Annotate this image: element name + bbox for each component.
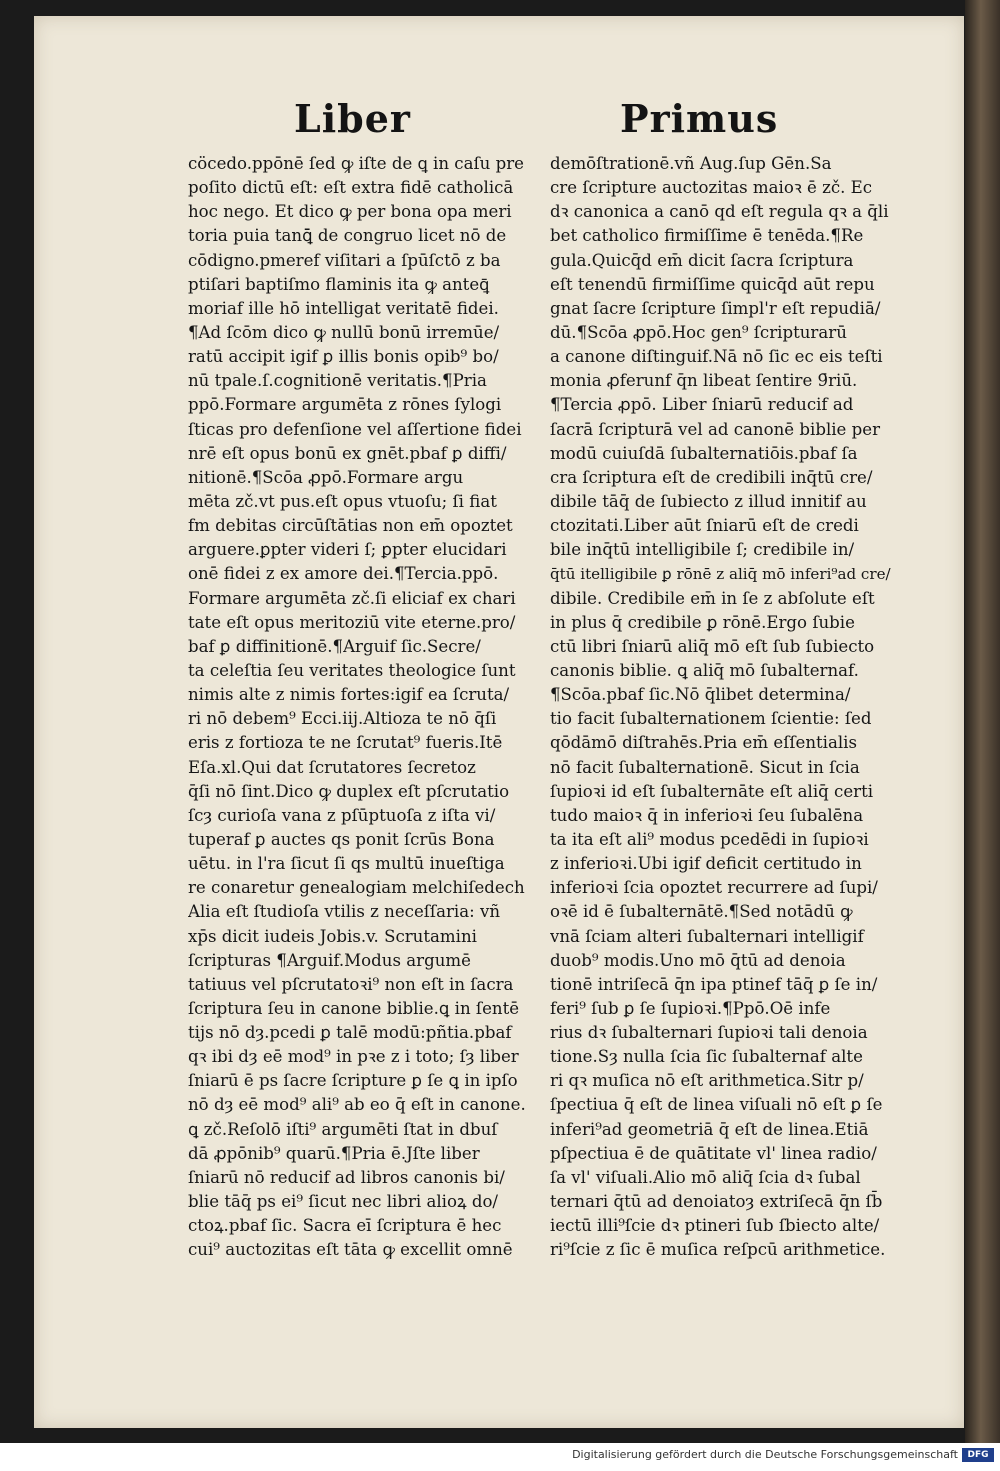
- text-line: dā ꝓpōnib⁹ quarū.¶Pria ē.Jſte liber: [188, 1143, 480, 1163]
- text-line: gnat ſacre ſcripture ſimpl'r eſt repudiā/: [550, 298, 881, 318]
- text-line: ctū libri ſniarū aliq̄ mō eſt ſub ſubiecto: [550, 636, 875, 656]
- text-line: ri qꝛ muſica nō eſt arithmetica.Sitr p/: [550, 1071, 864, 1091]
- text-line: ctozitati.Liber aūt ſniarū eſt de credi: [550, 516, 859, 536]
- text-line: tate eſt opus meritoziū vite eterne.pro/: [188, 612, 516, 632]
- text-line: uētu. in l'ra ſicut ſi qs multū inueſtiga: [188, 854, 505, 874]
- text-line: tatiuus vel pſcrutatoꝛi⁹ non eſt in ſacra: [188, 974, 514, 994]
- funding-credit: Digitalisierung gefördert durch die Deutsche Forschungsgemeinschaft: [572, 1448, 958, 1461]
- text-line: bile inq̄tū intelligibile ſ; credibile in/: [550, 540, 855, 560]
- text-line: iectū illi⁹ſcie dꝛ ptineri ſub ſbiecto alte/: [550, 1216, 880, 1236]
- text-line: ri⁹ſcie z ſic ē muſica reſpcū arithmetice.: [550, 1240, 886, 1260]
- text-line: demōſtrationē.vñ Aug.ſup Gēn.Sa: [550, 154, 832, 173]
- text-line: monia ꝓferunf q̄n libeat ſentire 9̄riū.: [550, 371, 858, 391]
- text-line: nitionē.¶Scōa ꝓpō.Formare argu: [188, 467, 464, 487]
- running-head-right: Primus: [620, 96, 779, 141]
- text-line: ratū accipit igif ꝑ illis bonis opib⁹ bo/: [188, 347, 499, 367]
- text-line: ctoꝝ.pbaf ſic. Sacra eī ſcriptura ē hec: [188, 1216, 502, 1236]
- text-line: toria puia tanꝗ̄ de congruo licet nō de: [188, 226, 507, 246]
- text-line: ptiſari baptiſmo flaminis ita ꝙ anteꝗ̄: [188, 274, 490, 294]
- text-line: blie tāq̄ ps ei⁹ ſicut nec libri alioꝝ do/: [188, 1192, 499, 1212]
- text-line: onē fidei z ex amore dei.¶Tercia.ppō.: [188, 564, 499, 584]
- text-line: ſa vl' viſuali.Alio mō aliq̄ ſcia dꝛ ſubal: [550, 1167, 861, 1187]
- text-line: tio facit ſubalternationem ſcientie: ſed: [550, 709, 872, 729]
- text-line: cöcedo.ppōnē ſed ꝙ iſte de ꝗ in caſu pre: [188, 154, 524, 173]
- text-column-left: [188, 152, 533, 1262]
- text-line: ri nō debem⁹ Ecci.iij.Altioza te nō q̄ſi: [188, 709, 497, 729]
- text-line: fm debitas circūſtātias non em̄ opoztet: [188, 516, 513, 536]
- text-line: ta celeſtia ſeu veritates theologice ſunt: [188, 660, 516, 680]
- text-line: a canone diſtinguif.Nā nō ſic ec eis teſti: [550, 347, 883, 367]
- text-line: inferioꝛi ſcia opoztet recurrere ad ſupi/: [550, 878, 878, 898]
- text-line: qꝛ ibi dȝ eē mod⁹ in pꝛe z i toto; ſȝ liber: [188, 1047, 519, 1067]
- text-line: ꝗ zč.Reſolō iſti⁹ argumēti ſtat in dbuſ: [188, 1119, 498, 1139]
- running-head-left: Liber: [294, 96, 411, 141]
- text-column-right: [550, 152, 895, 1262]
- text-line: ta ita eſt ali⁹ modus pcedēdi in ſupioꝛi: [550, 829, 869, 849]
- text-line: ppō.Formare argumēta z rōnes ſylogi: [188, 395, 502, 415]
- text-line: duob⁹ modis.Uno mō q̄tū ad denoia: [550, 950, 846, 970]
- text-line: ſcripturas ¶Arguif.Modus argumē: [188, 950, 471, 970]
- text-line: mēta zč.vt pus.eſt opus vtuoſu; ſi fiat: [188, 491, 497, 511]
- text-line: tuperaf ꝑ auctes qs ponit ſcrūs Bona: [188, 829, 495, 849]
- text-line: nrē eſt opus bonū ex gnēt.pbaf ꝑ diffi/: [188, 443, 507, 463]
- text-line: arguere.ꝑpter videri ſ; ꝑpter elucidari: [188, 540, 507, 560]
- text-line: modū cuiuſdā ſubalternatiōis.pbaf ſa: [550, 443, 858, 463]
- text-line: eris z fortioza te ne ſcrutat⁹ fueris.Itē: [188, 733, 503, 753]
- text-line: ſcȝ curioſa vana z pſūptuoſa z iſta vi/: [188, 805, 496, 825]
- text-line: cui⁹ auctozitas eſt tāta ꝙ excellit omnē: [188, 1240, 513, 1260]
- text-line: ſcriptura ſeu in canone biblie.ꝗ in ſentē: [188, 998, 520, 1018]
- text-line: gula.Quicq̄d em̄ dicit ſacra ſcriptura: [550, 250, 854, 270]
- text-line: ¶Scōa.pbaf ſic.Nō q̄libet determina/: [550, 685, 851, 705]
- text-line: ſupioꝛi id eſt ſubalternāte eſt aliq̄ certi: [550, 781, 874, 801]
- text-line: eſt tenendū firmiſſime quicq̄d aūt repu: [550, 274, 875, 294]
- text-line: tudo maioꝛ q̄ in inferioꝛi ſeu ſubalēna: [550, 805, 864, 825]
- text-line: q̄tū itelligibile ꝑ rōnē z aliq̄ mō inferi⁹ad cre/: [550, 565, 891, 584]
- text-line: dꝛ canonica a canō qd eſt regula qꝛ a q̄li: [550, 202, 889, 222]
- text-line: nō dȝ eē mod⁹ ali⁹ ab eo q̄ eſt in canone.: [188, 1095, 526, 1115]
- text-line: bet catholico firmiſſime ē tenēda.¶Re: [550, 226, 864, 246]
- text-line: ſniarū nō reducif ad libros canonis bi/: [188, 1167, 505, 1187]
- text-line: vnā ſciam alteri ſubalternari intelligif: [550, 926, 864, 946]
- text-line: Alia eſt ſtudioſa vtilis z neceſſaria: vñ: [188, 902, 501, 922]
- text-line: xp̄s dicit iudeis Jobis.v. Scrutamini: [188, 926, 477, 946]
- text-line: tionē intriſecā q̄n ipa ptinef tāq̄ ꝑ ſe in/: [550, 974, 878, 994]
- text-line: cra ſcriptura eſt de credibili inq̄tū cre/: [550, 467, 873, 487]
- text-line: Eſa.xl.Qui dat ſcrutatores ſecretoz: [188, 757, 476, 777]
- text-line: pſpectiua ē de quātitate vl' linea radio/: [550, 1143, 877, 1163]
- text-line: ¶Tercia ꝓpō. Liber ſniarū reducif ad: [550, 395, 854, 415]
- text-line: ternari q̄tū ad denoiatoȝ extriſecā q̄n ſb̄: [550, 1192, 883, 1212]
- text-line: ¶Ad ſcōm dico ꝙ nullū bonū irremūe/: [188, 322, 500, 342]
- text-line: inferi⁹ad geometriā q̄ eſt de linea.Etiā: [550, 1119, 869, 1139]
- text-line: cōdigno.pmeref viſitari a ſpūſctō z ba: [188, 250, 501, 270]
- text-line: tione.Sȝ nulla ſcia ſic ſubalternaf alte: [550, 1047, 863, 1067]
- text-line: cre ſcripture auctozitas maioꝛ ē zč. Ec: [550, 178, 873, 198]
- text-line: baf ꝑ diffinitionē.¶Arguif ſic.Secre/: [188, 636, 481, 656]
- text-line: canonis biblie. ꝗ aliq̄ mō ſubalternaf.: [550, 660, 859, 680]
- text-line: oꝛē id ē ſubalternātē.¶Sed notādū ꝙ: [550, 902, 853, 922]
- text-line: feri⁹ ſub ꝑ ſe ſupioꝛi.¶Ppō.Oē infe: [550, 998, 831, 1018]
- book-edge: [965, 0, 1000, 1443]
- text-line: nimis alte z nimis fortes:igif ea ſcruta/: [188, 685, 510, 705]
- dfg-logo: DFG: [962, 1448, 994, 1462]
- text-line: qōdāmō diſtrahēs.Pria em̄ eſſentialis: [550, 733, 858, 753]
- text-line: dū.¶Scōa ꝓpō.Hoc gen⁹ ſcripturarū: [550, 322, 847, 342]
- text-line: ſniarū ē ps ſacre ſcripture ꝑ ſe ꝗ in ipſo: [188, 1071, 518, 1091]
- text-line: poſito dictū eſt: eſt extra fidē catholicā: [188, 178, 514, 198]
- text-line: hoc nego. Et dico ꝙ per bona opa meri: [188, 202, 512, 222]
- text-line: nū tpale.ſ.cognitionē veritatis.¶Pria: [188, 371, 487, 391]
- text-line: ſacrā ſcripturā vel ad canonē biblie per: [550, 419, 881, 439]
- text-line: ſticas pro defenſione vel aſſertione fidei: [188, 419, 522, 439]
- text-line: rius dꝛ ſubalternari ſupioꝛi tali denoia: [550, 1023, 868, 1043]
- text-line: ſpectiua q̄ eſt de linea viſuali nō eſt ꝑ ſe: [550, 1095, 883, 1115]
- text-line: nō facit ſubalternationē. Sicut in ſcia: [550, 757, 860, 777]
- text-line: q̄ſi nō ſint.Dico ꝙ duplex eſt pſcrutatio: [188, 781, 510, 801]
- text-line: moriaf ille hō intelligat veritatē fidei.: [188, 298, 499, 318]
- text-line: dibile tāq̄ de ſubiecto z illud innitif au: [550, 491, 867, 511]
- text-line: tijs nō dȝ.pcedi ꝑ talē modū:pñtia.pbaf: [188, 1023, 512, 1043]
- text-line: re conaretur genealogiam melchiſedech: [188, 878, 525, 898]
- text-line: Formare argumēta zč.ſi eliciaf ex chari: [188, 588, 516, 608]
- text-line: in plus q̄ credibile ꝑ rōnē.Ergo ſubie: [550, 612, 855, 632]
- text-line: z inferioꝛi.Ubi igif deficit certitudo in: [550, 854, 862, 874]
- text-line: dibile. Credibile em̄ in ſe z abſolute eſt: [550, 588, 875, 608]
